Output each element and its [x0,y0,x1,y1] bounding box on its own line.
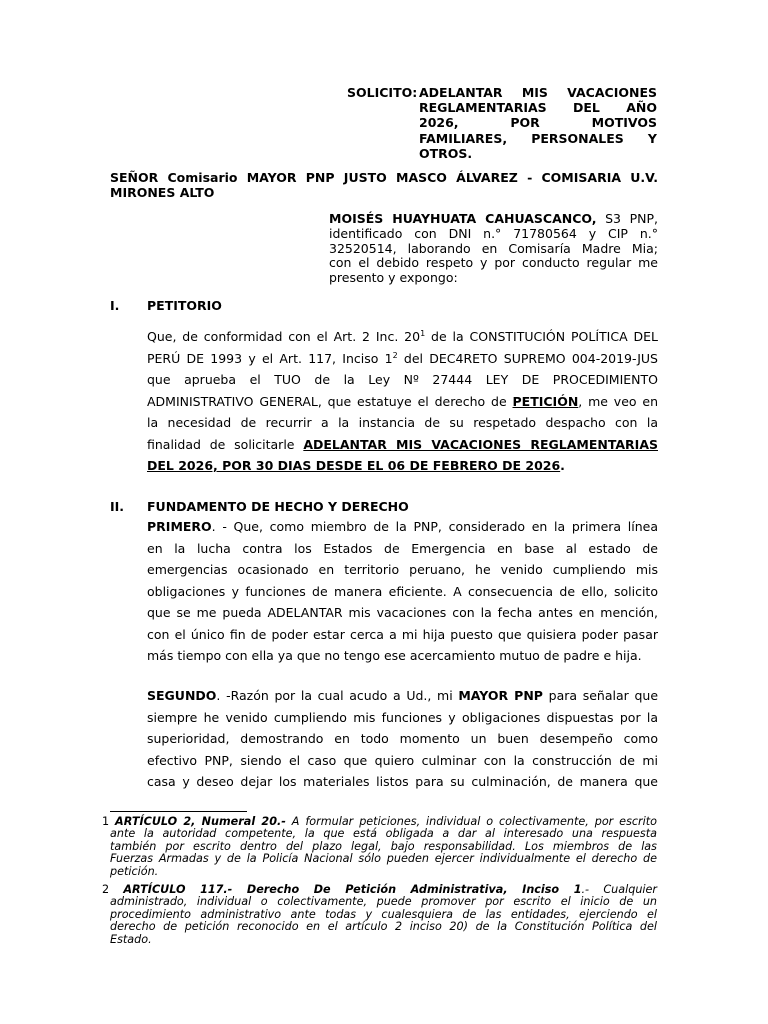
applicant-line: 32520514, laborando en Comisaría Madre Mia; [329,240,658,256]
applicant-line: presento y expongo: [329,270,458,286]
paragraph-line [147,391,658,413]
sumilla-line: 2026, POR MOTIVOS [419,115,657,131]
footnote-1 [102,816,657,878]
paragraph-line: la necesidad de recurrir a la instancia de su respetado despacho con la [147,415,658,430]
paragraph-line [147,455,658,477]
sumilla-text [419,85,657,161]
text-emphasis: MAYOR PNP [458,688,543,703]
section-number: II. [110,499,125,514]
text-run: .- Cualquier [581,883,657,896]
section-title: FUNDAMENTO DE HECHO Y DERECHO [147,499,409,514]
paragraph-line: en la lucha contra los Estados de Emergencia en base al estado de [147,540,658,556]
text-run: PERÚ DE 1993 y el Art. 117, Inciso 1 [147,350,393,366]
paragraph-line: emergencias ocasionado en territorio peruano, he venido cumpliendo mis [147,562,658,577]
footnote-line: ante la autoridad competente, la que está obligada a dar al interesado una respuesta [110,827,657,841]
text-run: finalidad de solicitarle [147,436,304,452]
paragraph-line [147,516,658,538]
paragraph-line: siempre he venido cumpliendo mis funciones y obligaciones dispuestas por la [147,709,658,725]
text-run: . [560,458,565,473]
applicant-name: MOISÉS HUAYHUATA CAHUASCANCO, [329,211,597,226]
footnote-line: administrado, individual o colectivamente, puede promover por escrito el inicio de un [110,895,657,909]
request-emphasis: DEL 2026, POR 30 DIAS DESDE EL 06 DE FEBRERO DE 2026 [147,458,561,473]
footnote-separator [110,811,247,812]
section-title: PETITORIO [147,298,222,313]
addressee-line: MIRONES ALTO [110,185,215,200]
text-run: de la CONSTITUCIÓN POLÍTICA DEL [425,329,658,344]
footnote-ref: 2 [392,350,398,360]
footnote-mark: 1 [102,815,110,828]
applicant-rank: S3 PNP, [596,211,659,226]
sumilla-label: SOLICITO: [347,85,418,100]
text-run: . - Que, como miembro de la PNP, considerado en la primera línea [211,519,658,534]
footnote-heading: ARTÍCULO 2, Numeral 20.- [115,815,286,828]
paragraph-line: más tiempo con ella ya que no tengo ese acercamiento mutuo de padre e hija. [147,648,642,663]
text-run: Que, de conformidad con el Art. 2 Inc. 20 [147,329,421,344]
primero-paragraph [147,516,658,667]
text-run: ADMINISTRATIVO GENERAL, que estatuye el derecho de [147,393,513,409]
footnote-line: procedimiento administrativo ante todas y cualesquiera de las entidades, ejerciendo el [110,907,657,921]
request-emphasis: ADELANTAR MIS VACACIONES REGLAMENTARIAS [303,436,658,452]
paragraph-line [147,434,658,456]
sumilla-line: ADELANTAR MIS VACACIONES [419,85,657,100]
paragraph-line [147,326,658,348]
footnote-line: Estado. [110,932,152,946]
paragraph-line: casa y deseo dejar los materiales listos para su culminación, de manera que [147,774,658,789]
sumilla-line: OTROS. [419,145,473,161]
applicant-line [329,212,658,227]
applicant-line: identificado con DNI n.° 71780564 y CIP n.° [329,225,658,241]
paragraph-line: efectivo PNP, siendo el caso que quiero culminar con la construcción de mi [147,752,658,768]
text-run: , me veo en [578,393,658,409]
applicant-line: con el debido respeto y por conducto regular me [329,255,658,271]
segundo-paragraph [147,685,658,793]
paragraph-lead: SEGUNDO [147,688,217,703]
footnote-line: Fuerzas Armadas y de la Policía Nacional sólo pueden ejercer individualmente el derecho de [110,852,657,866]
paragraph-lead: PRIMERO [147,519,212,534]
footnote-line: petición. [110,864,159,878]
section-number: I. [110,298,120,313]
sumilla-line: REGLAMENTARIAS DEL AÑO [419,100,657,116]
footnote-mark: 2 [102,883,110,896]
emphasis-peticion: PETICIÓN [512,393,579,409]
paragraph-line: obligaciones y funciones de manera eficiente. A consecuencia de ello, solicito [147,583,658,599]
paragraph-line: que se me pueda ADELANTAR mis vacaciones con la fecha antes en mención, [147,605,658,620]
footnote-heading: ARTÍCULO 117.- Derecho De Petición Administrativa, Inciso 1 [123,883,582,896]
sumilla-line: FAMILIARES, PERSONALES Y [419,130,657,146]
text-run: . -Razón por la cual acudo a Ud., mi [216,688,459,703]
addressee [110,170,658,200]
footnote-ref: 1 [420,329,426,338]
footnote-2 [102,884,657,946]
text-run: para señalar que [542,688,659,703]
footnote-line: también por escrito dentro del plazo legal, bajo responsabilidad. Los miembros de las [110,839,657,853]
text-run: del DEC4RETO SUPREMO 004-2019-JUS [397,350,658,366]
applicant-block [329,212,658,286]
footnote-line: derecho de petición reconocido en el artículo 2 inciso 20) de la Constitución Política del [110,920,657,934]
text-run: A formular peticiones, individual o colectivamente, por escrito [285,815,657,828]
paragraph-line: que aprueba el TUO de la Ley Nº 27444 LEY DE PROCEDIMIENTO [147,372,658,387]
paragraph-line: con el único fin de poder estar cerca a mi hija puesto que quisiera poder pasar [147,626,658,642]
paragraph-line [147,348,658,370]
petitorio-paragraph [147,326,658,477]
paragraph-line: superioridad, demostrando en todo momento un buen desempeño como [147,731,658,746]
addressee-line: SEÑOR Comisario MAYOR PNP JUSTO MASCO ÁLVAREZ - COMISARIA U.V. [110,170,658,185]
paragraph-line [147,685,658,707]
